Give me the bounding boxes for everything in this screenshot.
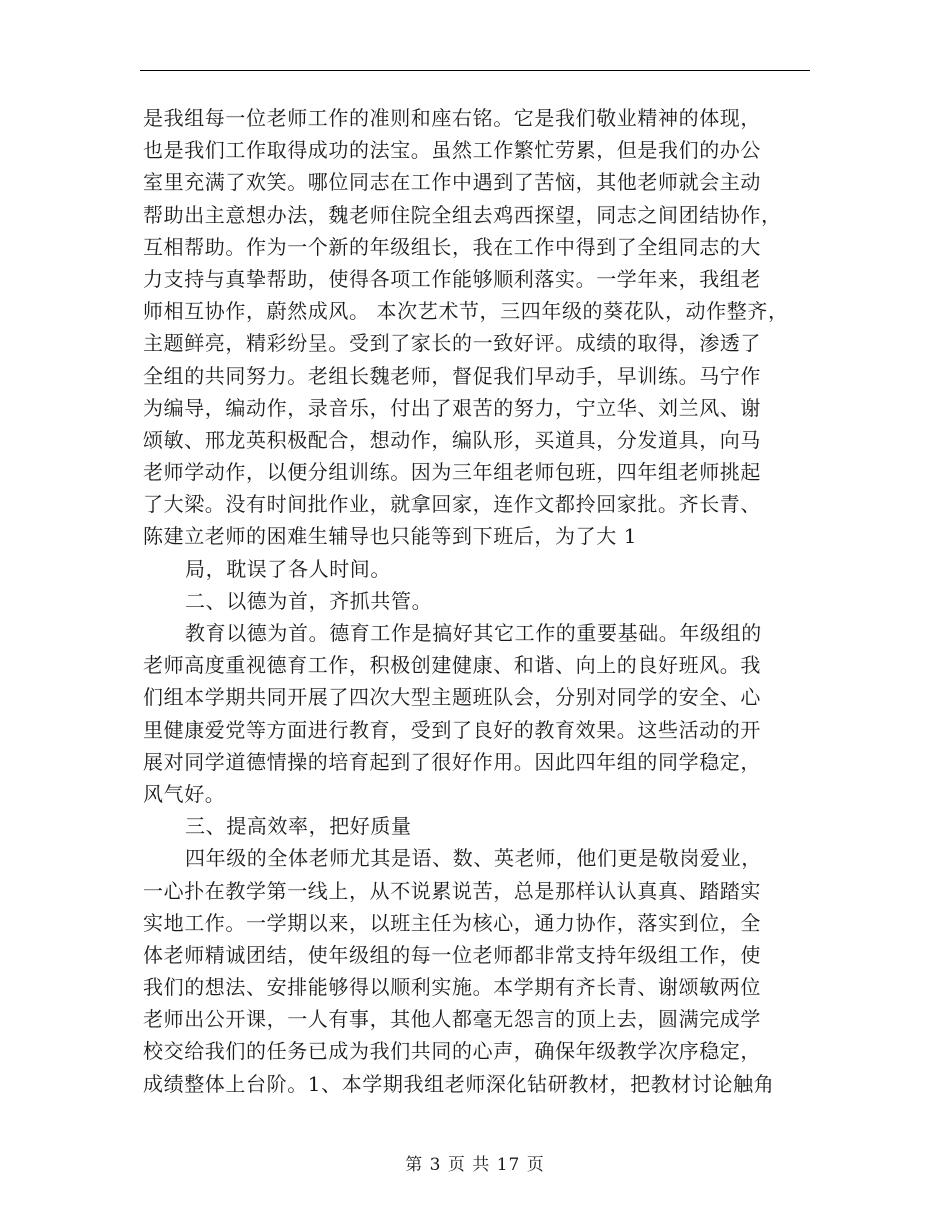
text-line: 四年级的全体老师尤其是语、数、英老师，他们更是敬岗爱业，	[185, 846, 762, 871]
text-line: 风气好。	[143, 781, 226, 806]
text-line: 是我组每一位老师工作的准则和座右铭。它是我们敬业精神的体现，	[143, 106, 761, 130]
page-number-footer: 第 3 页 共 17 页	[405, 1155, 545, 1175]
text-line: 实地工作。一学期以来，以班主任为核心，通力协作，落实到位，全	[143, 910, 761, 935]
text-line: 为编导，编动作，录音乐，付出了艰苦的努力，宁立华、刘兰风、谢	[143, 395, 761, 420]
text-line: 全组的共同努力。老组长魏老师，督促我们早动手，早训练。马宁作	[143, 363, 761, 388]
text-line: 互相帮助。作为一个新的年级组长，我在工作中得到了全组同志的大	[143, 234, 761, 259]
text-line: 主题鲜亮，精彩纷呈。受到了家长的一致好评。成绩的取得，渗透了	[143, 331, 761, 356]
text-line: 老师高度重视德育工作，积极创建健康、和谐、向上的良好班风。我	[143, 653, 761, 678]
text-line: 二、以德为首，齐抓共管。	[185, 588, 433, 613]
text-line: 体老师精诚团结，使年级组的每一位老师都非常支持年级组工作，使	[143, 942, 761, 967]
text-line: 帮助出主意想办法，魏老师住院全组去鸡西探望，同志之间团结协作，	[143, 202, 782, 227]
text-line: 老师学动作，以便分组训练。因为三年组老师包班，四年组老师挑起	[143, 460, 761, 485]
text-line: 力支持与真挚帮助，使得各项工作能够顺利落实。一学年来，我组老	[143, 266, 761, 291]
text-line: 展对同学道德情操的培育起到了很好作用。因此四年组的同学稳定，	[143, 749, 761, 774]
text-line: 了大梁。没有时间批作业，就拿回家，连作文都拎回家批。齐长青、	[143, 492, 761, 517]
text-line: 教育以德为首。德育工作是搞好其它工作的重要基础。年级组的	[185, 621, 762, 645]
text-line: 局，耽误了各人时间。	[185, 556, 391, 581]
text-line: 们组本学期共同开展了四次大型主题班队会，分别对同学的安全、心	[143, 685, 761, 710]
text-line: 成绩整体上台阶。1、本学期我组老师深化钻研教材，把教材讨论触角	[143, 1071, 775, 1096]
text-line: 师相互协作，蔚然成风。 本次艺术节，三四年级的葵花队，动作整齐，	[143, 299, 789, 324]
text-line: 一心扑在教学第一线上，从不说累说苦，总是那样认认真真、踏踏实	[143, 878, 761, 903]
text-line: 老师出公开课，一人有事，其他人都毫无怨言的顶上去，圆满完成学	[143, 1007, 761, 1032]
text-line: 陈建立老师的困难生辅导也只能等到下班后，为了大 1	[143, 524, 638, 549]
text-line: 颂敏、邢龙英积极配合，想动作，编队形，买道具，分发道具，向马	[143, 427, 761, 452]
text-line: 三、提高效率，把好质量	[185, 814, 412, 839]
text-line: 校交给我们的任务已成为我们共同的心声，确保年级教学次序稳定，	[143, 1039, 761, 1064]
header-rule	[140, 70, 810, 71]
text-line: 我们的想法、安排能够得以顺利实施。本学期有齐长青、谢颂敏两位	[143, 975, 761, 1000]
document-body	[143, 102, 823, 1100]
text-line: 室里充满了欢笑。哪位同志在工作中遇到了苦恼，其他老师就会主动	[143, 170, 761, 195]
text-line: 也是我们工作取得成功的法宝。虽然工作繁忙劳累，但是我们的办公	[143, 138, 761, 163]
text-line: 里健康爱党等方面进行教育，受到了良好的教育效果。这些活动的开	[143, 717, 761, 742]
